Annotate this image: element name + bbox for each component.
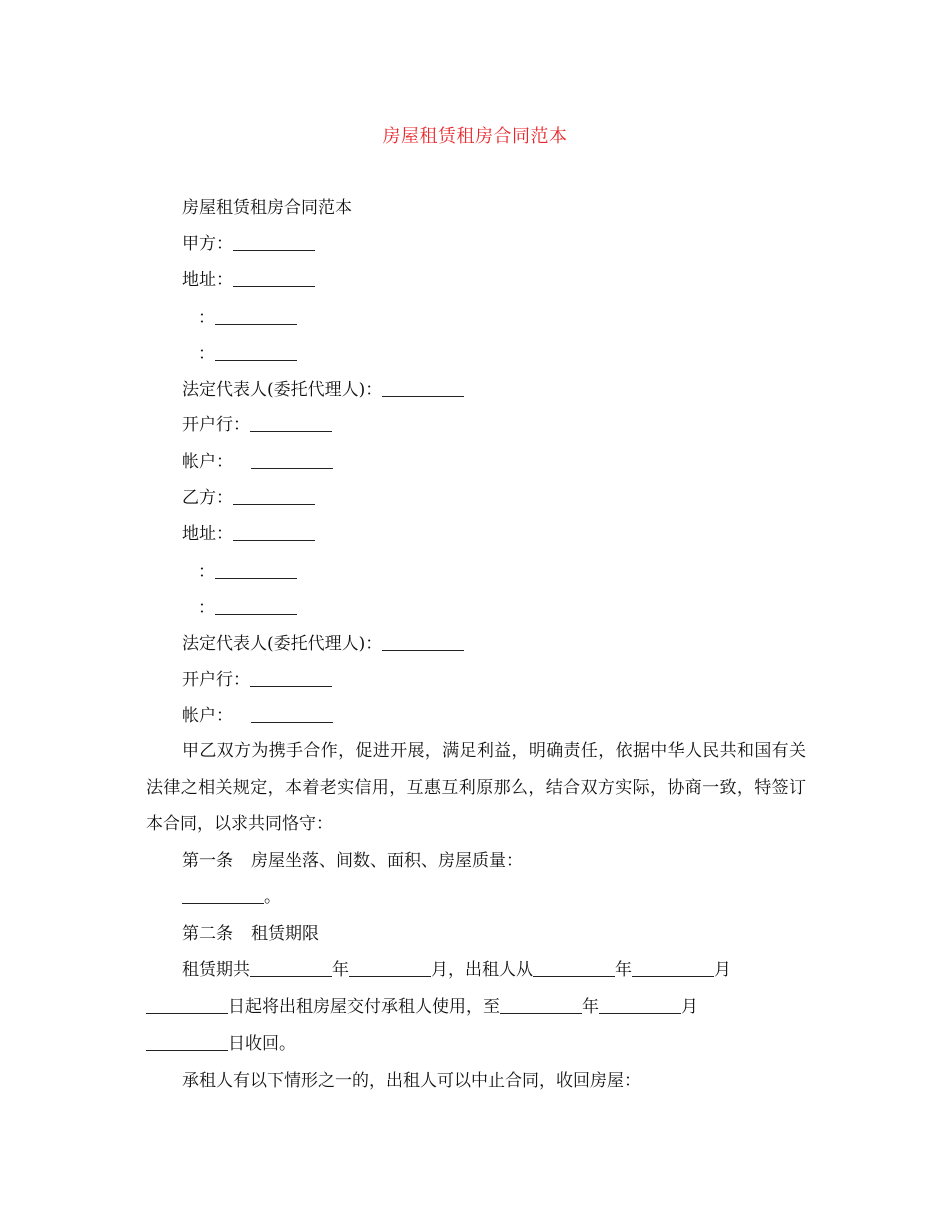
party-b-colon-blank-2 [215,596,297,615]
party-b-colon-line-1 [198,560,297,584]
party-a-colon-line-2 [198,342,297,366]
party-b-colon-line-2 [198,596,297,620]
party-a-bank-label: 开户行： [182,415,250,435]
party-b-blank [233,486,315,505]
article-1-content-line [182,885,281,909]
article-1-heading-line [182,849,523,873]
party-a-blank [233,232,315,251]
party-a-bank-blank [250,413,332,432]
party-b-colon-1: ： [198,562,215,582]
party-b-colon-blank-1 [215,560,297,579]
party-a-label: 甲方： [182,234,233,254]
party-b-account-blank [251,704,333,723]
party-a-bank-line [182,413,332,437]
start-month-label: 月 [714,960,731,980]
intro-paragraph: 甲乙双方为携手合作，促进开展，满足利益，明确责任，依据中华人民共和国有关法律之相关规定，本着老实信用，互惠互利原那么，结合双方实际，协商一致，特签订本合同，以求共同恪守： [146,741,806,834]
article-2-line-1 [182,958,731,982]
lease-term-label: 租赁期共 [182,960,250,980]
end-year-blank [500,995,582,1014]
article-1-title: 房屋坐落、间数、面积、房屋质量： [251,851,523,871]
party-b-account-label: 帐户： [182,706,233,726]
party-a-address-label: 地址： [182,270,233,290]
party-b-colon-2: ： [198,598,215,618]
end-month-blank [599,995,681,1014]
party-a-rep-line [182,378,464,402]
party-b-bank-blank [250,668,332,687]
party-b-bank-line [182,668,332,692]
article-2-title: 租赁期限 [251,924,319,944]
end-day-blank [146,1032,228,1051]
party-b-bank-label: 开户行： [182,670,250,690]
article-2-heading-line [182,922,319,946]
party-a-account-label: 帐户： [182,452,233,472]
party-b-rep-line [182,632,464,656]
party-a-colon-2: ： [198,344,215,364]
party-a-rep-blank [382,378,464,397]
end-year-label: 年 [582,997,599,1017]
party-a-colon-line-1 [198,306,297,330]
lease-months-blank [349,958,431,977]
party-b-address-blank [233,522,315,541]
party-a-colon-blank-2 [215,342,297,361]
subtitle: 房屋租赁租房合同范本 [182,198,352,218]
party-a-line [182,232,315,256]
end-month-label: 月 [681,997,698,1017]
party-a-account-line [182,450,333,474]
start-year-label: 年 [615,960,632,980]
article-1-number: 第一条 [182,851,233,871]
lease-years-blank [250,958,332,977]
article-2-line-2 [146,995,698,1019]
article-1-blank [182,885,264,904]
party-b-address-label: 地址： [182,524,233,544]
document-title: 房屋租赁租房合同范本 [382,126,568,147]
party-a-account-blank [251,450,333,469]
party-b-address-line [182,522,315,546]
party-a-colon-blank-1 [215,306,297,325]
article-2-number: 第二条 [182,924,233,944]
handover-text: 日起将出租房屋交付承租人使用，至 [228,997,500,1017]
termination-line: 承租人有以下情形之一的，出租人可以中止合同，收回房屋： [182,1071,641,1091]
party-a-rep-label: 法定代表人(委托代理人)： [182,380,383,400]
start-year-blank [533,958,615,977]
party-b-label: 乙方： [182,488,233,508]
return-text: 日收回。 [228,1034,296,1054]
party-a-address-line [182,268,315,292]
party-b-rep-blank [382,632,464,651]
start-month-blank [632,958,714,977]
article-1-end: 。 [264,887,281,907]
party-b-line [182,486,315,510]
party-b-rep-label: 法定代表人(委托代理人)： [182,634,383,654]
article-2-line-3 [146,1032,296,1056]
from-label: 月，出租人从 [431,960,533,980]
start-day-blank [146,995,228,1014]
party-a-colon-1: ： [198,308,215,328]
year-label: 年 [332,960,349,980]
party-a-address-blank [233,268,315,287]
party-b-account-line [182,704,333,728]
